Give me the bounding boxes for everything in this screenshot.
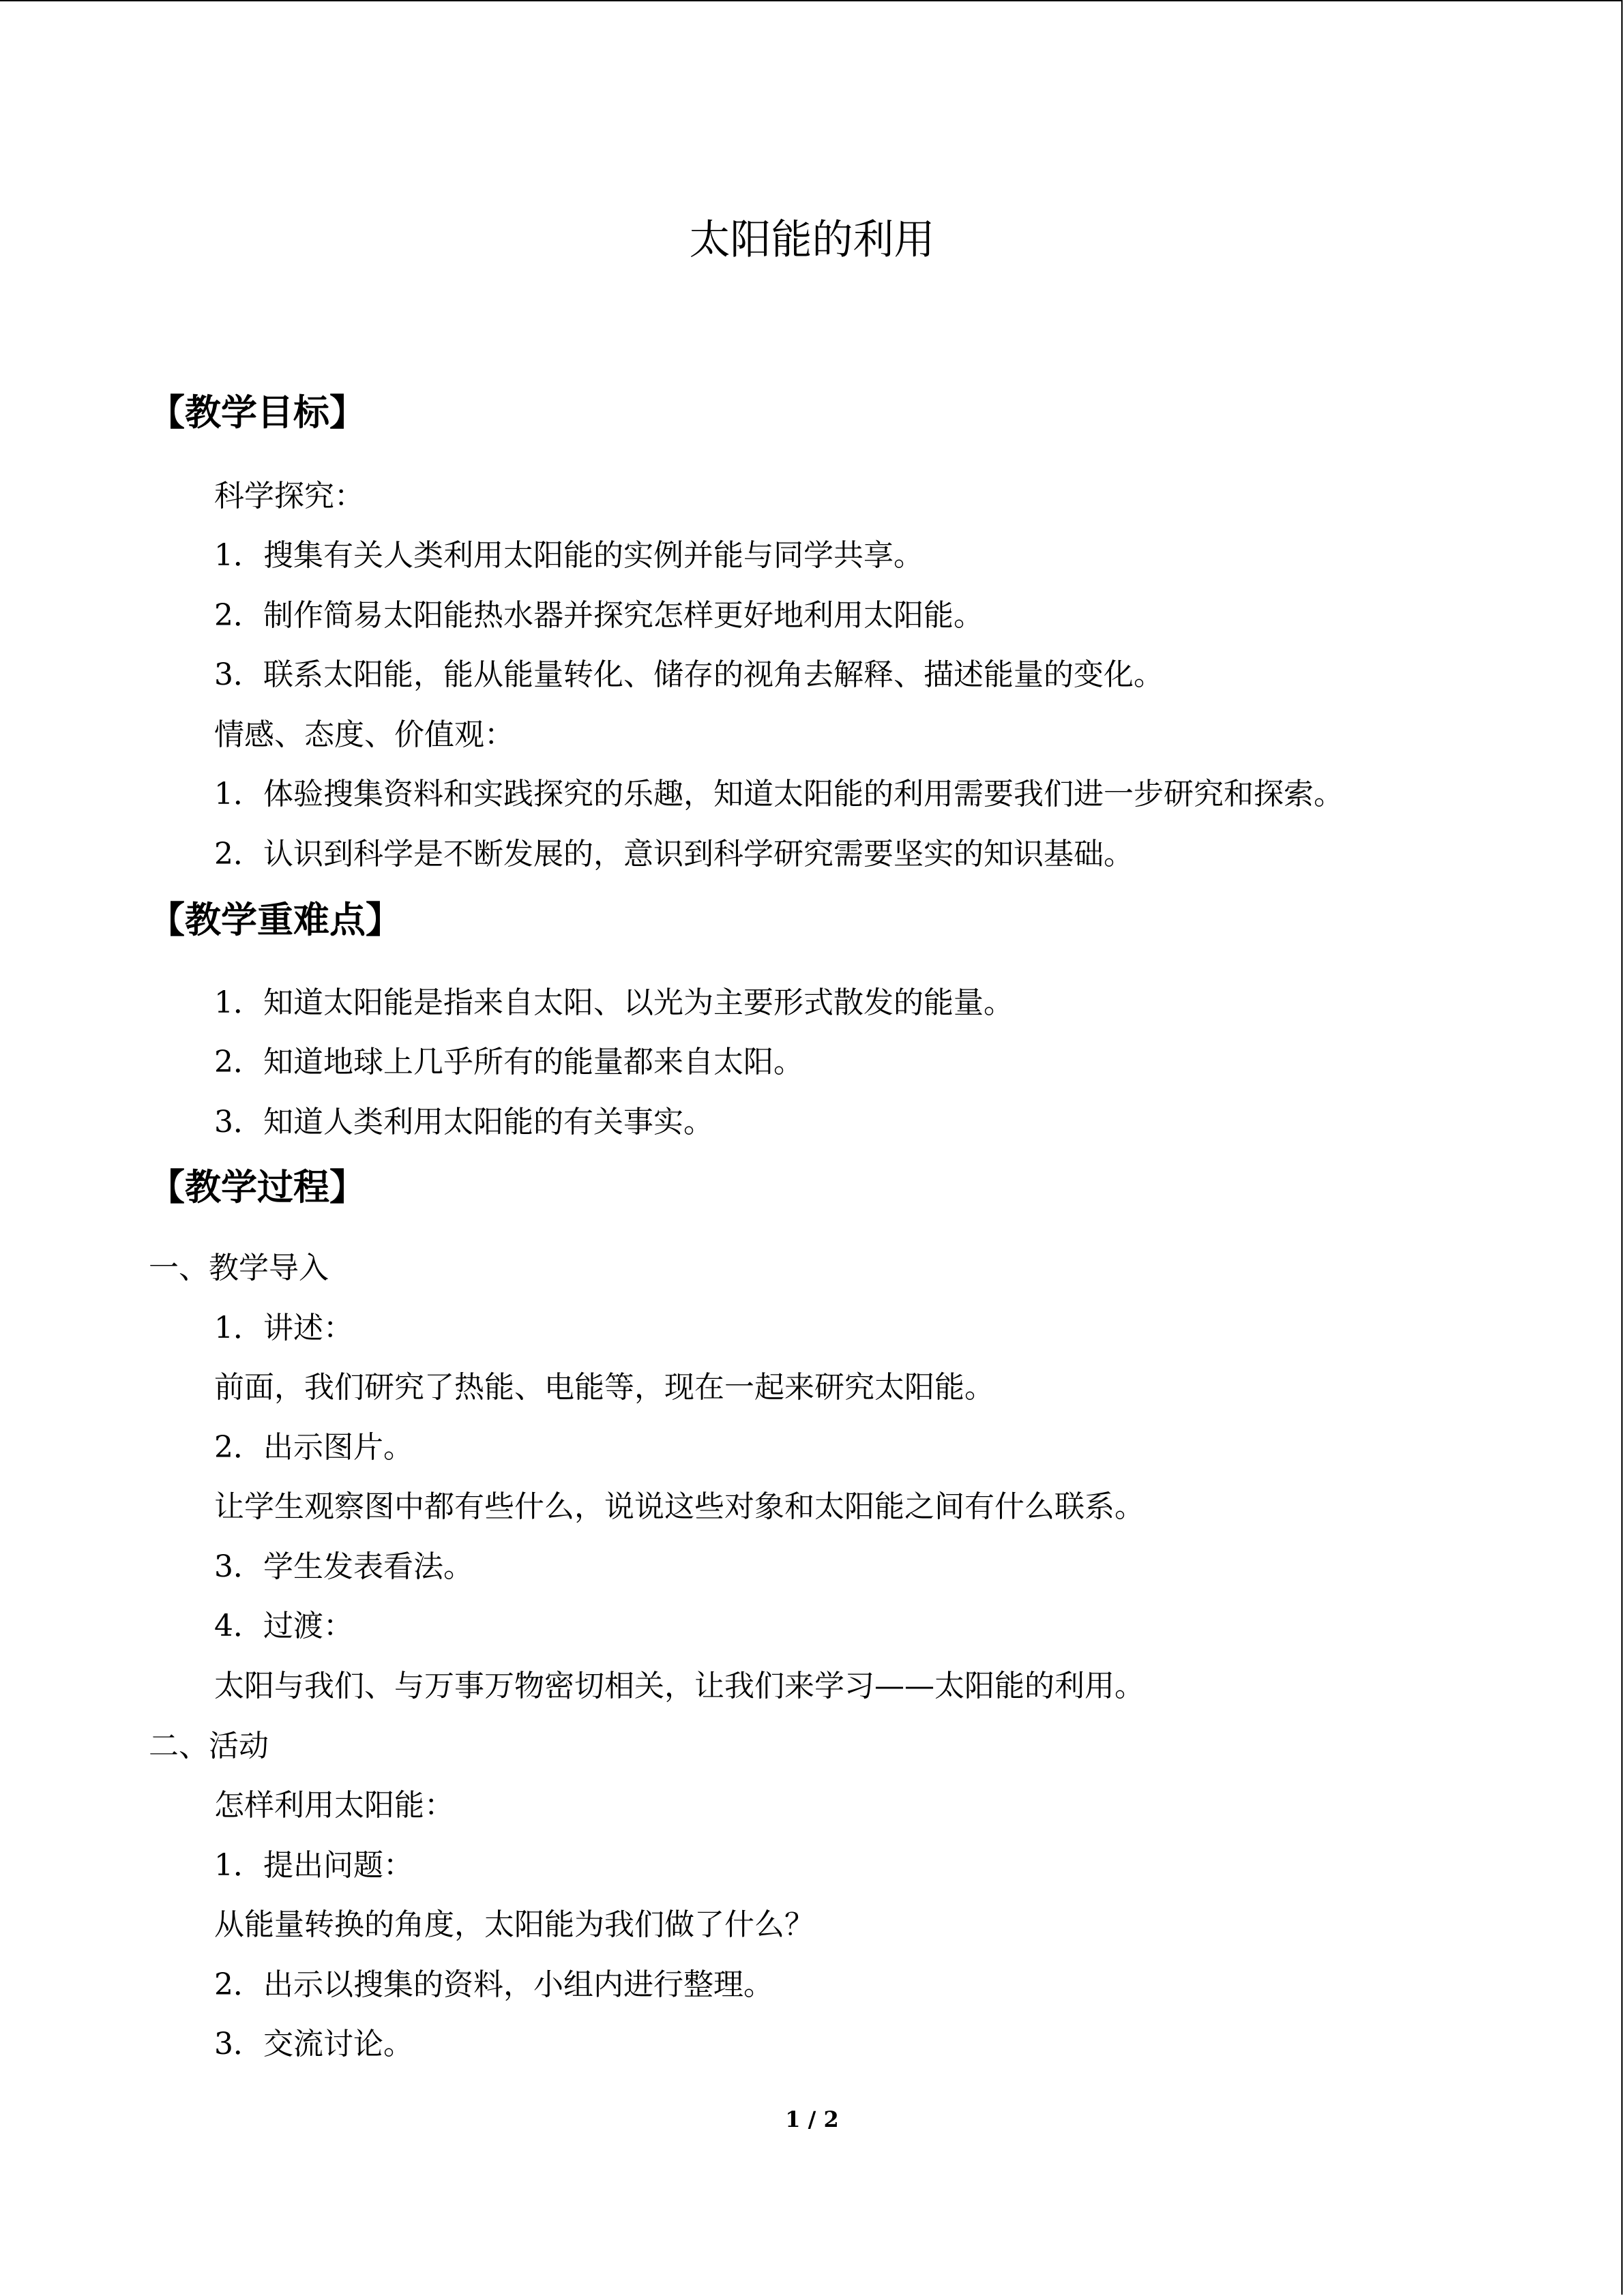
process-line: 4．过渡： bbox=[214, 1609, 353, 1643]
document-title: 太阳能的利用 bbox=[689, 216, 935, 264]
process-line: 3．学生发表看法。 bbox=[214, 1549, 473, 1584]
keypoint-line: 3．知道人类利用太阳能的有关事实。 bbox=[214, 1105, 713, 1139]
section-heading-objectives: 【教学目标】 bbox=[149, 391, 366, 434]
page-number: 1 / 2 bbox=[785, 2106, 839, 2132]
objective-line: 2．认识到科学是不断发展的，意识到科学研究需要坚实的知识基础。 bbox=[214, 837, 1134, 871]
process-line: 1．提出问题： bbox=[214, 1848, 413, 1883]
objective-line: 1．体验搜集资料和实践探究的乐趣，知道太阳能的利用需要我们进一步研究和探索。 bbox=[214, 777, 1344, 811]
process-line: 3．交流讨论。 bbox=[214, 2027, 413, 2061]
objective-line: 2．制作简易太阳能热水器并探究怎样更好地利用太阳能。 bbox=[214, 598, 984, 633]
objective-line: 3．联系太阳能，能从能量转化、储存的视角去解释、描述能量的变化。 bbox=[214, 657, 1164, 692]
objective-line: 科学探究： bbox=[214, 479, 364, 513]
process-line: 2．出示图片。 bbox=[214, 1430, 413, 1465]
section-heading-keypoints: 【教学重难点】 bbox=[149, 899, 402, 941]
process-line: 让学生观察图中都有些什么，说说这些对象和太阳能之间有什么联系。 bbox=[214, 1489, 1145, 1524]
objective-line: 情感、态度、价值观： bbox=[214, 717, 514, 752]
process-line: 从能量转换的角度，太阳能为我们做了什么？ bbox=[214, 1907, 814, 1942]
process-line: 怎样利用太阳能： bbox=[214, 1788, 454, 1823]
process-subheading: 一、教学导入 bbox=[149, 1251, 329, 1285]
process-line: 太阳与我们、与万事万物密切相关，让我们来学习——太阳能的利用。 bbox=[214, 1669, 1145, 1703]
keypoint-line: 2．知道地球上几乎所有的能量都来自太阳。 bbox=[214, 1045, 803, 1079]
keypoint-line: 1．知道太阳能是指来自太阳、以光为主要形式散发的能量。 bbox=[214, 985, 1014, 1020]
process-line: 2．出示以搜集的资料，小组内进行整理。 bbox=[214, 1967, 773, 2002]
section-heading-process: 【教学过程】 bbox=[149, 1166, 366, 1208]
objective-line: 1．搜集有关人类利用太阳能的实例并能与同学共享。 bbox=[214, 538, 924, 573]
process-line: 1．讲述： bbox=[214, 1311, 353, 1345]
process-subheading: 二、活动 bbox=[149, 1729, 269, 1763]
process-line: 前面，我们研究了热能、电能等，现在一起来研究太阳能。 bbox=[214, 1370, 994, 1405]
